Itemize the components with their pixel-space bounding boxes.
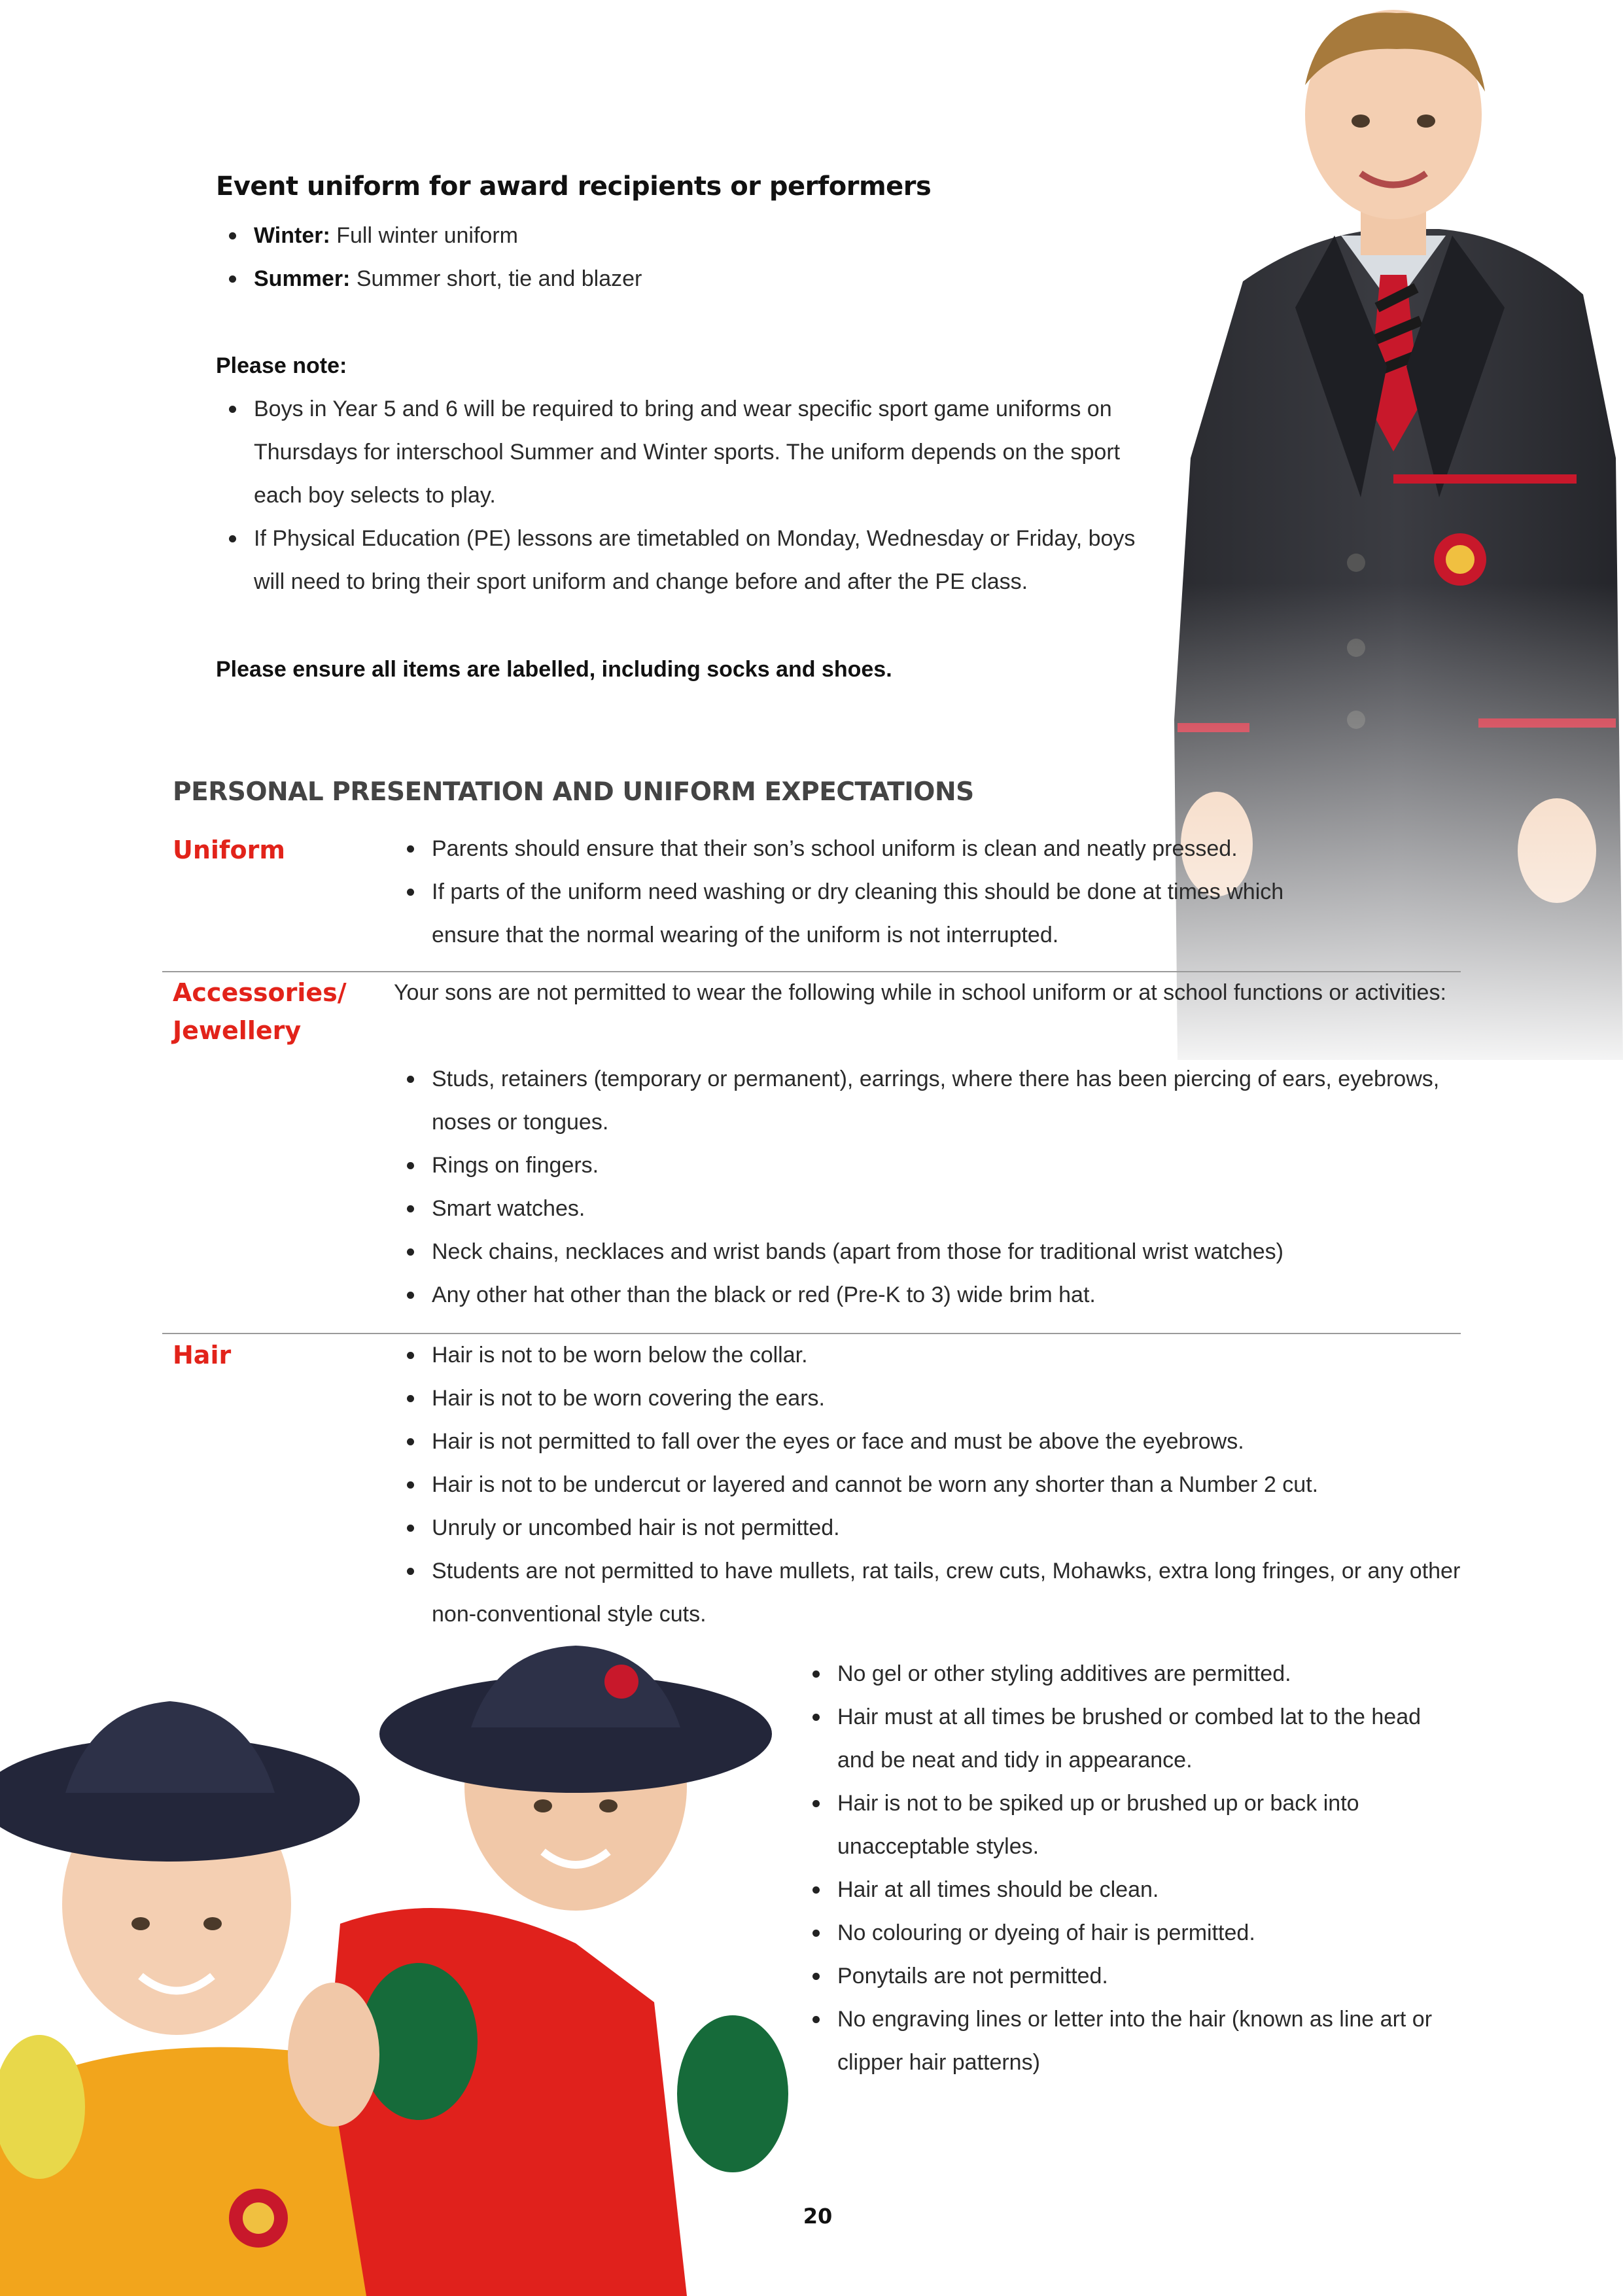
list-item-label: Winter: [254, 223, 330, 248]
list-item-text: Full winter uniform [330, 223, 518, 248]
please-note-heading: Please note: [216, 353, 347, 378]
list-item: Hair is not to be worn covering the ears. [394, 1377, 1467, 1420]
accessories-label [173, 974, 347, 1050]
list-item [216, 214, 1132, 257]
list-item: Hair is not to be undercut or layered and cannot be worn any shorter than a Number 2 cut. [394, 1463, 1467, 1506]
list-item: Hair is not permitted to fall over the eyes or face and must be above the eyebrows. [394, 1420, 1467, 1463]
list-item: No gel or other styling additives are permitted. [799, 1652, 1454, 1695]
list-item: If Physical Education (PE) lessons are timetabled on Monday, Wednesday or Friday, boys will need to bring their sport uniform and change before and after the PE class. [216, 517, 1158, 603]
list-item: Rings on fingers. [394, 1144, 1467, 1187]
list-item: Hair is not to be worn below the collar. [394, 1333, 1467, 1377]
list-item: No engraving lines or letter into the hair (known as line art or clipper hair patterns) [799, 1998, 1454, 2084]
list-item: Boys in Year 5 and 6 will be required to bring and wear specific sport game uniforms on Thursdays for interschool Summer and Winter sports. The uniform depends on the sport each boy selects to play. [216, 387, 1158, 517]
accessories-list [394, 1057, 1467, 1316]
uniform-list [394, 827, 1310, 957]
list-item: Hair must at all times be brushed or combed lat to the head and be neat and tidy in appearance. [799, 1695, 1454, 1782]
list-item: Any other hat other than the black or red (Pre-K to 3) wide brim hat. [394, 1273, 1467, 1316]
event-uniform-list [216, 214, 1132, 300]
list-item: Unruly or uncombed hair is not permitted. [394, 1506, 1467, 1549]
accessories-label-line2: Jewellery [173, 1016, 302, 1045]
event-uniform-heading: Event uniform for award recipients or performers [216, 171, 932, 202]
page-number: 20 [803, 2204, 833, 2229]
accessories-intro: Your sons are not permitted to wear the following while in school uniform or at school functions or activities: [394, 980, 1446, 1005]
list-item: No colouring or dyeing of hair is permitted. [799, 1911, 1454, 1954]
hair-list [394, 1333, 1467, 1636]
list-item: Hair is not to be spiked up or brushed up or back into unacceptable styles. [799, 1782, 1454, 1868]
expectations-heading: PERSONAL PRESENTATION AND UNIFORM EXPECTATIONS [173, 777, 974, 807]
list-item-label: Summer: [254, 266, 351, 291]
list-item: If parts of the uniform need washing or dry cleaning this should be done at times which ensure that the normal wearing of the uniform is not interrupted. [394, 870, 1310, 957]
please-note-footer: Please ensure all items are labelled, including socks and shoes. [216, 657, 892, 682]
students-hats-photo [0, 1636, 811, 2296]
list-item: Studs, retainers (temporary or permanent), earrings, where there has been piercing of ears, eyebrows, noses or tongues. [394, 1057, 1467, 1144]
accessories-label-line1: Accessories/ [173, 978, 347, 1007]
please-note-list [216, 387, 1158, 603]
list-item-text: Summer short, tie and blazer [350, 266, 642, 291]
list-item: Ponytails are not permitted. [799, 1954, 1454, 1998]
list-item: Parents should ensure that their son’s school uniform is clean and neatly pressed. [394, 827, 1310, 870]
list-item [216, 257, 1132, 300]
list-item: Neck chains, necklaces and wrist bands (apart from those for traditional wrist watches) [394, 1230, 1467, 1273]
hair-label: Hair [173, 1341, 232, 1369]
list-item: Smart watches. [394, 1187, 1467, 1230]
list-item: Students are not permitted to have mullets, rat tails, crew cuts, Mohawks, extra long fringes, or any other non-conventional style cuts. [394, 1549, 1467, 1636]
list-item: Hair at all times should be clean. [799, 1868, 1454, 1911]
hair-list-continued [799, 1652, 1454, 2084]
uniform-label: Uniform [173, 836, 285, 864]
